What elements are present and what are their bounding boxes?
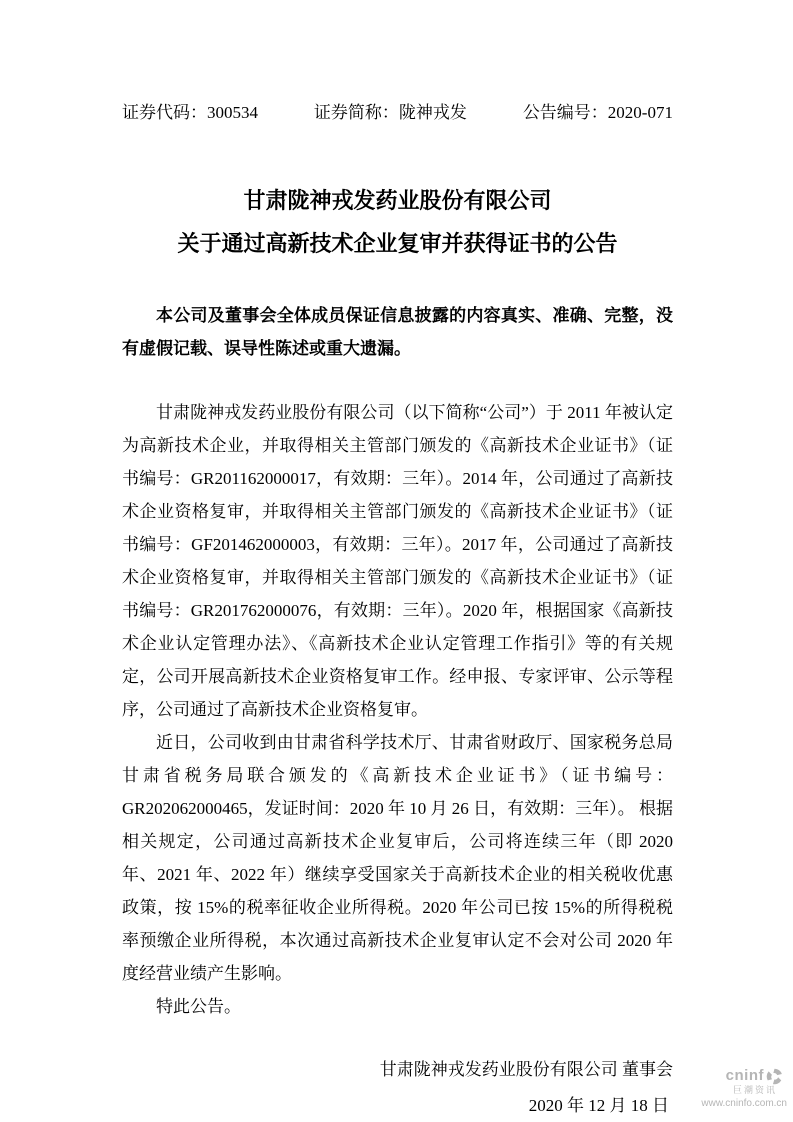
watermark-url: www.cninfo.com.cn [701,1098,787,1109]
document-title [122,179,673,265]
disclaimer-statement: 本公司及董事会全体成员保证信息披露的内容真实、准确、完整，没有虚假记载、误导性陈述或重大遗漏。 [122,306,673,358]
stock-code: 证券代码：300534 [122,103,258,122]
signature-block [122,1053,673,1122]
watermark-name: 巨潮资讯 [732,1085,777,1096]
body-paragraph: 甘肃陇神戎发药业股份有限公司（以下简称“公司”）于 2011 年被认定为高新技术企业，并取得相关主管部门颁发的《高新技术企业证书》（证书编号：GR201162000017，有效期：三年）。2014 年，公司通过了高新技术企业资格复审，并取得相关主管部门颁发的《高新技术企业证书》（证书编号：GF201462000003，有效期：三年）。2017 年，公司通过了高新技术企业资格复审，并取得相关主管部门颁发的《高新技术企业证书》（证书编号：GR201762000076，有效期：三年）。2020 年，根据国家《高新技术企业认定管理办法》、《高新技术企业认定管理工作指引》等的有关规定，公司开展高新技术企业资格复审工作。经申报、专家评审、公示等程序，公司通过了高新技术企业资格复审。 [122,403,673,719]
announcement-number: 公告编号：2020-071 [522,103,673,122]
cninfo-watermark [679,1068,789,1109]
document-body [122,396,673,1023]
watermark-brand: cninf [725,1067,764,1085]
title-line-company: 甘肃陇神戎发药业股份有限公司 [243,188,552,213]
body-paragraph-notice: 特此公告。 [156,997,241,1016]
signature-company: 甘肃陇神戎发药业股份有限公司 董事会 [379,1060,673,1079]
body-paragraph: 近日，公司收到由甘肃省科学技术厅、甘肃省财政厅、国家税务总局甘肃省税务局联合颁发的《高新技术企业证书》（证书编号：GR202062000465，发证时间：2020 年 10 月 26 日，有效期：三年）。 根据相关规定，公司通过高新技术企业复审后，公司将连续三年（即 2020 年、2021 年、2022 年）继续享受国家关于高新技术企业的相关税收优惠政策，按 15%的税率征收企业所得税。2020 年公司已按 15%的所得税税率预缴企业所得税，本次通过高新技术企业复审认定不会对公司 2020 年度经营业绩产生影响。 [122,733,673,983]
document-header [122,103,673,123]
signature-date: 2020 年 12 月 18 日 [528,1096,669,1115]
title-line-subject: 关于通过高新技术企业复审并获得证书的公告 [177,231,618,256]
stock-name: 证券简称：陇神戎发 [313,103,467,122]
cninfo-swirl-icon [766,1068,783,1085]
